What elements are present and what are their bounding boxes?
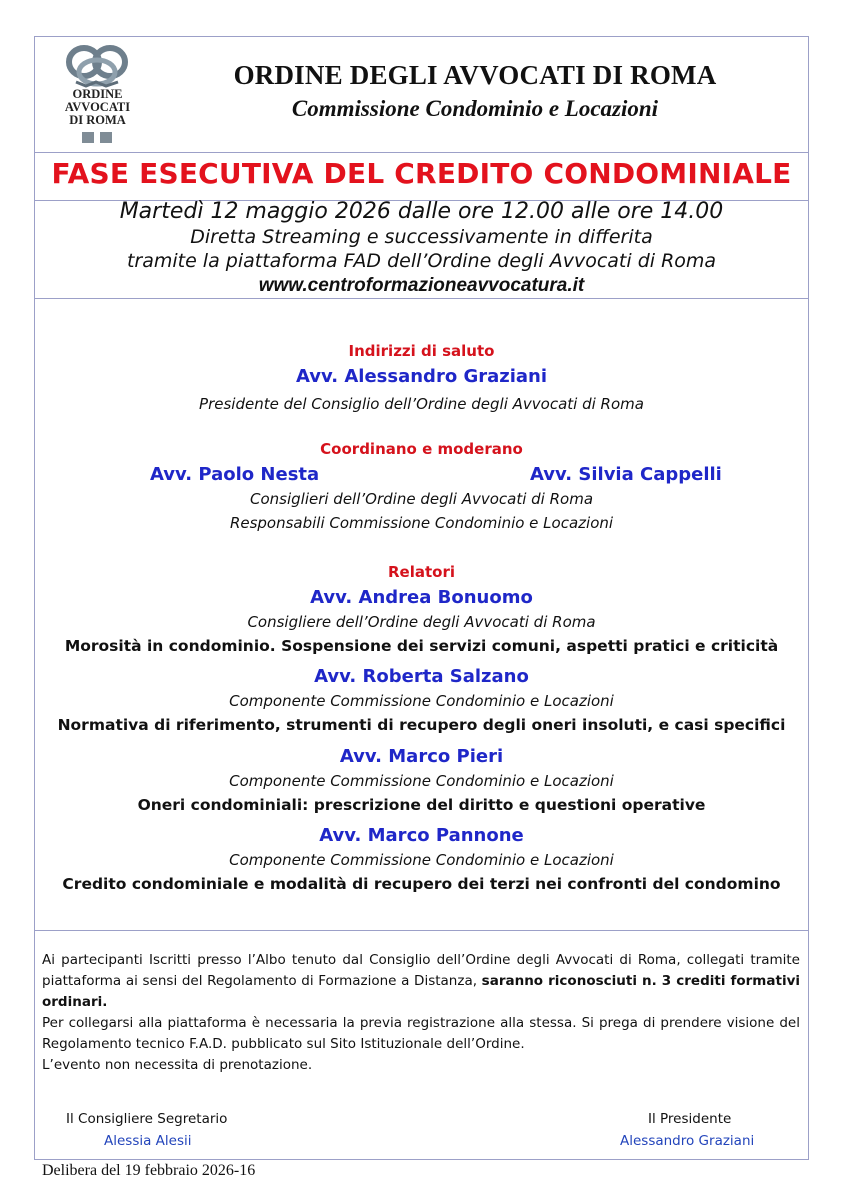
logo-text-line-2: AVVOCATI	[64, 100, 131, 114]
moderator-name-2: Avv. Silvia Cappelli	[530, 464, 722, 485]
notes-block	[42, 950, 800, 1076]
speaker-role: Componente Commissione Condominio e Locazioni	[229, 772, 614, 790]
notes-paragraph-2: Per collegarsi alla piattaforma è necessaria la previa registrazione alla stessa. Si prega di prendere visione del Regolamento tecnico F.A.D. pubblicato sul Sito Istituzionale dell’Ordine.	[42, 1015, 800, 1052]
stream-line-1: Diretta Streaming e successivamente in differita	[190, 226, 653, 248]
speaker-topic: Credito condominiale e modalità di recupero dei terzi nei confronti del condomino	[62, 875, 781, 893]
notes-paragraph-3: L’evento non necessita di prenotazione.	[42, 1057, 313, 1073]
event-date: Martedì 12 maggio 2026 dalle ore 12.00 alle ore 14.00	[119, 199, 724, 224]
stream-line-2: tramite la piattaforma FAD dell’Ordine degli Avvocati di Roma	[126, 250, 717, 272]
commission-name: Commissione Condominio e Locazioni	[291, 96, 659, 121]
speaker-role: Consigliere dell’Ordine degli Avvocati di Roma	[247, 613, 596, 631]
event-title: FASE ESECUTIVA DEL CREDITO CONDOMINIALE	[51, 157, 792, 190]
organization-name: ORDINE DEGLI AVVOCATI DI ROMA	[233, 60, 717, 90]
credits-text: saranno riconosciuti n. 3 crediti formativi ordinari.	[42, 973, 800, 1010]
speaker-name: Avv. Marco Pannone	[319, 825, 524, 846]
delibera-footer: Delibera del 19 febbraio 2026-16	[42, 1162, 256, 1179]
speaker-name: Avv. Marco Pieri	[339, 746, 504, 767]
moderators-role-line-1: Consiglieri dell’Ordine degli Avvocati di Roma	[249, 490, 594, 508]
website-link[interactable]: www.centroformazioneavvocatura.it	[258, 275, 585, 296]
greetings-label: Indirizzi di saluto	[348, 342, 495, 360]
logo-text-line-1: ORDINE	[72, 87, 123, 101]
signature-left-name: Alessia Alesii	[104, 1133, 192, 1149]
logo-text-line-3: DI ROMA	[69, 113, 126, 127]
speaker-name: Avv. Andrea Bonuomo	[310, 587, 533, 608]
moderators-label: Coordinano e moderano	[320, 440, 523, 458]
greetings-role: Presidente del Consiglio dell’Ordine degli Avvocati di Roma	[199, 395, 644, 413]
columns-icon	[80, 130, 116, 144]
moderators-role-line-2: Responsabili Commissione Condominio e Locazioni	[229, 514, 614, 532]
speaker-role: Componente Commissione Condominio e Locazioni	[229, 692, 614, 710]
speaker-name: Avv. Roberta Salzano	[314, 666, 529, 687]
greetings-name: Avv. Alessandro Graziani	[295, 366, 548, 387]
moderator-name-1: Avv. Paolo Nesta	[150, 464, 320, 485]
notes-paragraph-1	[42, 950, 800, 1013]
logo	[50, 42, 145, 142]
signature-right-role: Il Presidente	[648, 1111, 732, 1127]
speaker-topic: Morosità in condominio. Sospensione dei servizi comuni, aspetti pratici e criticità	[64, 637, 779, 655]
speaker-role: Componente Commissione Condominio e Locazioni	[229, 851, 614, 869]
speaker-topic: Normativa di riferimento, strumenti di recupero degli oneri insoluti, e casi specifici	[57, 716, 786, 734]
signature-left-role: Il Consigliere Segretario	[66, 1111, 228, 1127]
speakers-label: Relatori	[387, 563, 455, 581]
divider	[34, 930, 809, 931]
signature-right-name: Alessandro Graziani	[620, 1133, 755, 1149]
speaker-topic: Oneri condominiali: prescrizione del diritto e questioni operative	[137, 796, 706, 814]
knot-logo-icon	[62, 42, 132, 88]
header-box	[34, 36, 809, 153]
notes-text: Ai partecipanti Iscritti presso l’Albo tenuto dal Consiglio dell’Ordine degli Avvocati di Roma, collegati tramite piattaforma ai sensi del Regolamento di Formazione a Distanza,	[42, 952, 800, 989]
